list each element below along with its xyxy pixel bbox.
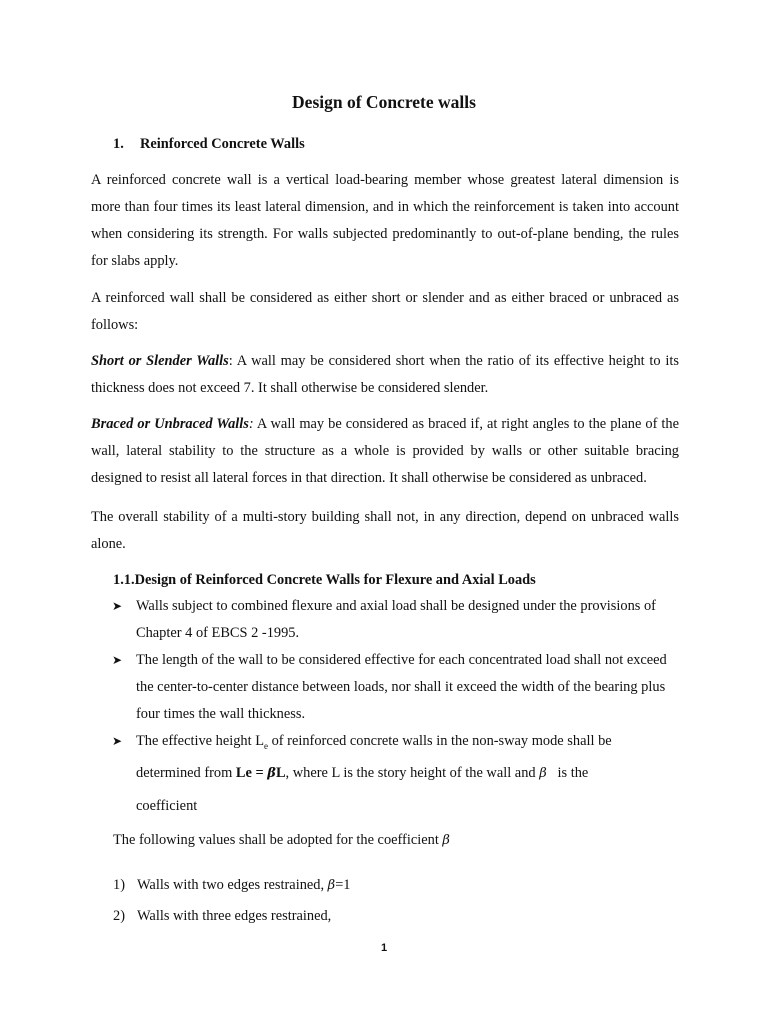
arrowhead-bullet-icon: ➤ xyxy=(112,599,123,613)
beta-symbol: β xyxy=(442,833,450,848)
bullet-item-1 xyxy=(112,593,679,647)
bullet-text-1: Walls subject to combined flexure and axial load shall be designed under the provisions of Chapter 4 of EBCS 2 -1995. xyxy=(136,598,656,641)
bullet-item-3 xyxy=(112,728,679,820)
paragraph-classification: A reinforced wall shall be considered as either short or slender and as either braced or unbraced as follows: xyxy=(91,290,679,333)
section-heading-1 xyxy=(113,136,305,153)
section-number: 1. xyxy=(113,136,124,152)
bullet-text-3: The effective height $L_e$ of reinforced concrete walls in the non-sway mode shall be determined from Le = βL, where L is the story height of the wall and β is the coefficient xyxy=(136,733,612,814)
numbered-item-1: 1) Walls with two edges restrained, β=1 xyxy=(113,877,351,893)
formula: Le = βL xyxy=(235,764,286,781)
bullet-item-2 xyxy=(112,647,679,728)
paragraph-braced-unbraced: Braced or Unbraced Walls: A wall may be considered as braced if, at right angles to the plane of the wall, lateral stability to the structure as a whole is provided by walls or other suitable bracing designed to resist all lateral forces in that direction. It shall otherwise be considered as unbraced. xyxy=(91,416,679,486)
subsection-heading-1-1: 1.1.Design of Reinforced Concrete Walls for Flexure and Axial Loads xyxy=(113,572,536,588)
section-title: Reinforced Concrete Walls xyxy=(140,136,305,152)
beta-symbol: β xyxy=(539,765,547,781)
braced-unbraced-label: Braced or Unbraced Walls xyxy=(91,416,249,432)
coefficient-intro: The following values shall be adopted for the coefficient β xyxy=(113,832,450,848)
paragraph-definition: A reinforced concrete wall is a vertical load-bearing member whose greatest lateral dimension is more than four times its least lateral dimension, and in which the reinforcement is taken into account when considering its strength. For walls subjected predominantly to out-of-plane bending, the rules for slabs apply. xyxy=(91,172,679,269)
arrowhead-bullet-icon: ➤ xyxy=(112,653,123,667)
paragraph-stability: The overall stability of a multi-story building shall not, in any direction, depend on unbraced walls alone. xyxy=(91,509,679,552)
bullet-text-2: The length of the wall to be considered effective for each concentrated load shall not exceed the center-to-center distance between loads, nor shall it exceed the width of the bearing plus four times the wall thickness. xyxy=(136,652,667,722)
beta-symbol: β xyxy=(327,878,336,893)
short-slender-text: : A wall may be considered short when the ratio of its effective height to its thickness does not exceed 7. It shall otherwise be considered slender. xyxy=(91,353,679,396)
paragraph-short-slender xyxy=(91,348,679,402)
numbered-item-2: 2) Walls with three edges restrained, xyxy=(113,908,332,924)
arrowhead-bullet-icon: ➤ xyxy=(112,734,123,748)
short-slender-label: Short or Slender Walls xyxy=(91,353,229,369)
page-number: 1 xyxy=(380,942,388,954)
braced-unbraced-text: A wall may be considered as braced if, at right angles to the plane of the wall, lateral stability to the structure as a whole is provided by walls or other suitable bracing designed to resist all lateral forces in that direction. It shall otherwise be considered as unbraced. xyxy=(91,416,679,486)
page-title: Design of Concrete walls xyxy=(292,92,476,112)
beta-symbol: β xyxy=(267,765,276,781)
